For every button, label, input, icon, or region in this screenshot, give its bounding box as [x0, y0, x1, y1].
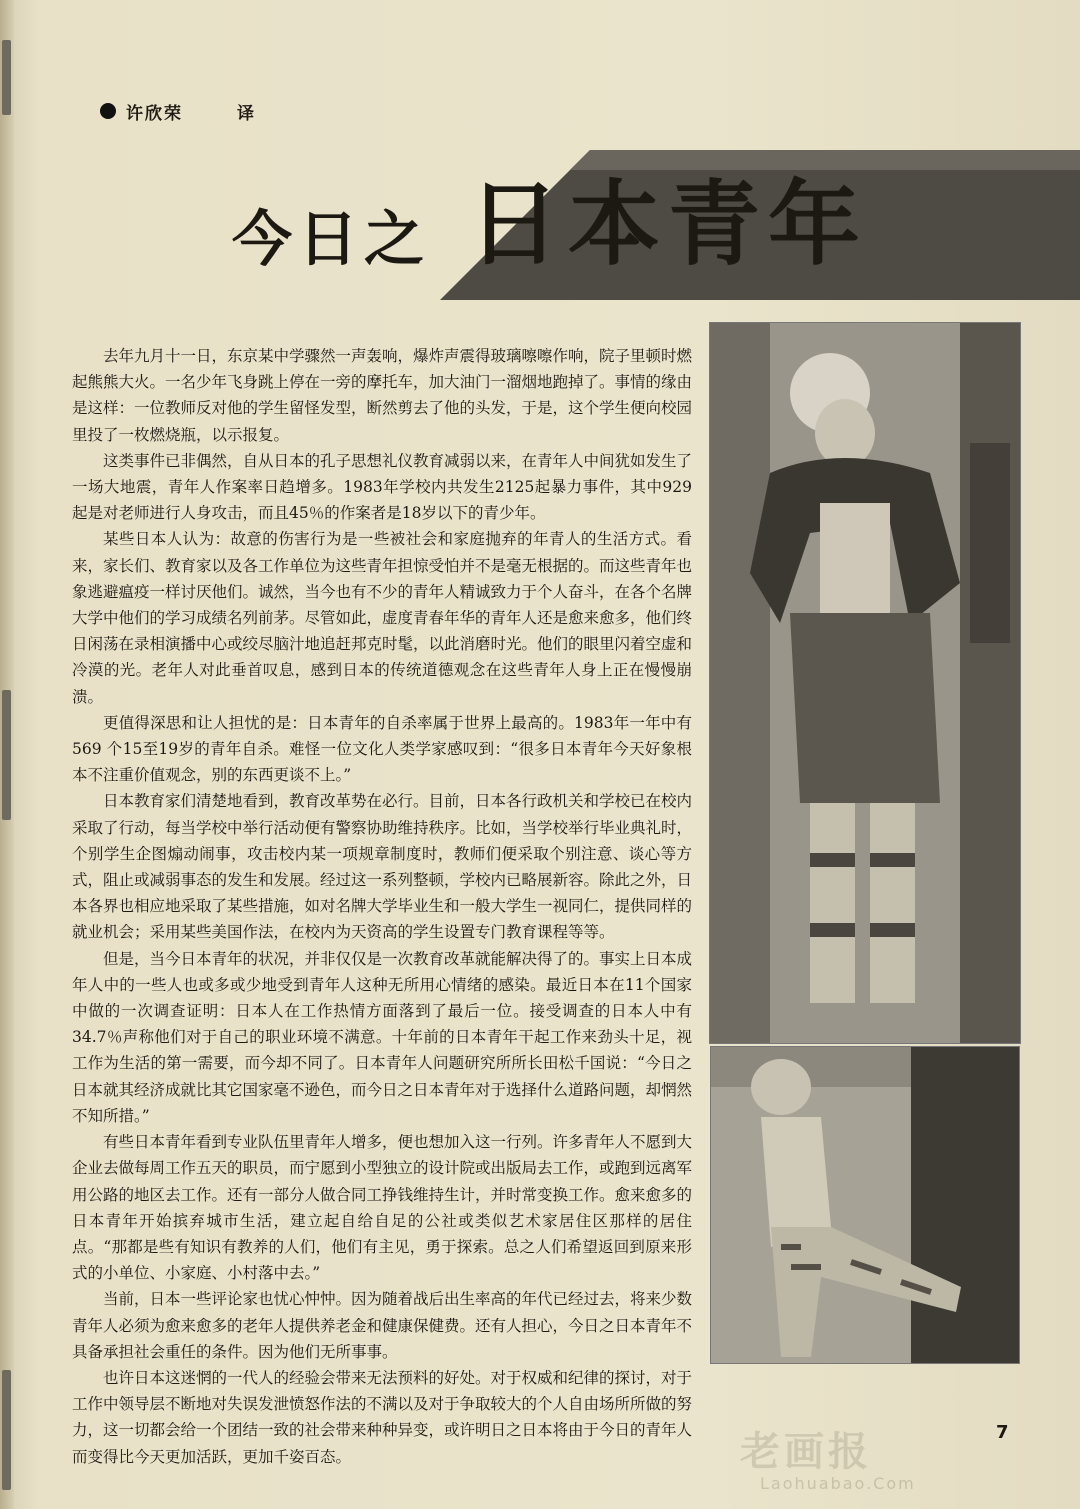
- photo-youth-kicking: [710, 1046, 1020, 1364]
- paragraph: 某些日本人认为：故意的伤害行为是一些被社会和家庭抛弃的年青人的生活方式。看来，家长们、教育家以及各工作单位为这些青年担惊受怕并不是毫无根据的。而这些青年也象逃避瘟疫一样讨厌他们。诚然，当今也有不少的青年人精诚致力于个人奋斗，在各个名牌大学中他们的学习成绩名列前茅。尽管如此，虚度青春年华的青年人还是愈来愈多，他们终日闲荡在录相演播中心或绞尽脑汁地追赶邦克时髦，以此消磨时光。他们的眼里闪着空虚和冷漠的光。老年人对此垂首叹息，感到日本的传统道德观念在这些青年人身上正在慢慢崩溃。: [72, 530, 693, 706]
- photo-youth-standing: [709, 322, 1021, 1044]
- paragraph: 但是，当今日本青年的状况，并非仅仅是一次教育改革就能解决得了的。事实上日本成年人中的一些人也或多或少地受到青年人这种无所用心情绪的感染。最近日本在11个国家中做的一次调查证明：日本人在工作热情方面落到了最后一位。接受调查的日本人中有34.7％声称他们对于自己的职业环境不满意。十年前的日本青年干起工作来劲头十足，视工作为生活的第一需要，而今却不同了。日本青年人问题研究所所长田松千国说：“今日之日本就其经济成就比其它国家毫不逊色，而今日之日本青年对于选择什么道路问题，却惘然不知所措。”: [72, 949, 693, 1125]
- staple: [2, 690, 11, 820]
- byline: [100, 96, 256, 126]
- title-main: 日本青年: [468, 171, 869, 278]
- bullet-dot-icon: [100, 103, 116, 119]
- watermark-url: Laohuabao.Com: [760, 1474, 916, 1493]
- title-prefix: 今日之: [232, 205, 430, 275]
- paragraph: 这类事件已非偶然，自从日本的孔子思想礼仪教育减弱以来，在青年人中间犹如发生了一场大地震，青年人作案率日趋增多。1983年学校内共发生2125起暴力事件，其中929 起是对老师进行人身攻击，而且45％的作案者是18岁以下的青少年。: [72, 451, 693, 523]
- byline-author: 许欣荣: [126, 103, 183, 124]
- staple: [2, 40, 11, 115]
- byline-role: 译: [237, 103, 256, 124]
- paragraph: 也许日本这迷惘的一代人的经验会带来无法预料的好处。对于权威和纪律的探讨，对于工作中领导层不断地对失误发泄愤怒作法的不满以及对于争取较大的个人自由场所所做的努力，这一切都会给一个团结一致的社会带来种种异变，或许明日之日本将由于今日的青年人而变得比今天更加活跃，更加千姿百态。: [72, 1368, 693, 1466]
- article-body: [72, 343, 692, 1470]
- paragraph: 日本教育家们清楚地看到，教育改革势在必行。目前，日本各行政机关和学校已在校内采取了行动，每当学校中举行活动便有警察协助维持秩序。比如，当学校举行毕业典礼时，个别学生企图煽动闹事，攻击校内某一项规章制度时，教师们便采取个别注意、谈心等方式，阻止或减弱事态的发生和发展。经过这一系列整顿，学校内已略展新容。除此之外，日本各界也相应地采取了某些措施，如对名牌大学毕业生和一般大学生一视同仁，提供同样的就业机会；采用某些美国作法，在校内为天资高的学生设置专门教育课程等等。: [72, 792, 693, 942]
- paragraph: 去年九月十一日，东京某中学骤然一声轰响，爆炸声震得玻璃嚓嚓作响，院子里顿时燃起熊熊大火。一名少年飞身跳上停在一旁的摩托车，加大油门一溜烟地跑掉了。事情的缘由是这样：一位教师反对他的学生留怪发型，断然剪去了他的头发，于是，这个学生便向校园里投了一枚燃烧瓶，以示报复。: [72, 347, 693, 444]
- page-binding: [0, 0, 14, 1509]
- paragraph: 有些日本青年看到专业队伍里青年人增多，便也想加入这一行列。许多青年人不愿到大企业去做每周工作五天的职员，而宁愿到小型独立的设计院或出版局去工作，或跑到远离军用公路的地区去工作。还有一部分人做合同工挣钱维持生计，并时常变换工作。愈来愈多的日本青年开始摈弃城市生活，建立起自给自足的公社或类似艺术家居住区那样的居住点。“那都是些有知识有教养的人们，他们有主见，勇于探索。总之人们希望返回到原来形式的小单位、小家庭、小村落中去。”: [72, 1133, 693, 1283]
- page-number: 7: [996, 1422, 1009, 1443]
- watermark-logo: 老画报: [740, 1429, 872, 1475]
- paragraph: 当前，日本一些评论家也忧心忡忡。因为随着战后出生率高的年代已经过去，将来少数青年人必须为愈来愈多的老年人提供养老金和健康保健费。还有人担心，今日之日本青年不具备承担社会重任的条件。因为他们无所事事。: [72, 1290, 693, 1361]
- staple: [2, 1370, 11, 1490]
- paragraph: 更值得深思和让人担忧的是：日本青年的自杀率属于世界上最高的。1983年一年中有569 个15至19岁的青年自杀。难怪一位文化人类学家感叹到：“很多日本青年今天好象根本不注重价值观念，别的东西更谈不上。”: [72, 713, 692, 785]
